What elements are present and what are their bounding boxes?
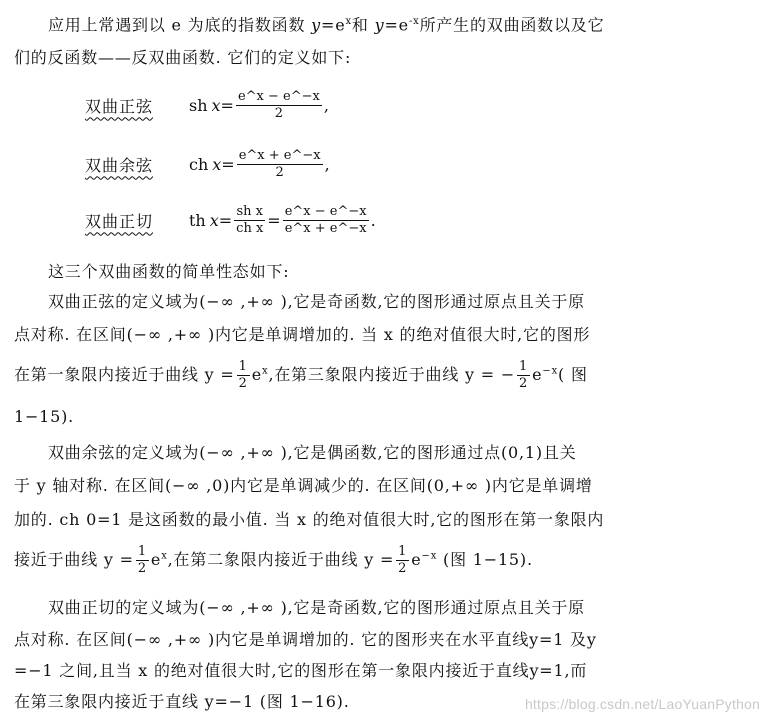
section-heading: 这三个双曲函数的简单性态如下: bbox=[48, 262, 290, 281]
fraction-cosh: $\frac{e\^{}x + e\^{}-x}{2}$ bbox=[238, 147, 321, 180]
fraction-sinh: $\frac{e\^{}x - e\^{}-x}{2}$ bbox=[237, 88, 320, 121]
cosh-line-2: 于 y 轴对称. 在区间(−∞ ,0)内它是单调减少的. 在区间(0,+∞ )内它是单调增 bbox=[14, 476, 593, 495]
term-cosh: 双曲余弦 bbox=[85, 155, 154, 175]
tanh-line-2: 点对称. 在区间(−∞ ,+∞ )内它是单调增加的. 它的图形夹在水平直线y=1 及y bbox=[14, 630, 597, 649]
cosh-line-3: 加的. ch 0=1 是这函数的最小值. 当 x 的绝对值很大时,它的图形在第一象限内 bbox=[14, 510, 605, 529]
sinh-line-1: 双曲正弦的定义域为(−∞ ,+∞ ),它是奇函数,它的图形通过原点且关于原 bbox=[48, 292, 585, 311]
tanh-line-1: 双曲正切的定义域为(−∞ ,+∞ ),它是奇函数,它的图形通过原点且关于原 bbox=[48, 598, 585, 617]
cosh-line-1: 双曲余弦的定义域为(−∞ ,+∞ ),它是偶函数,它的图形通过点(0,1)且关 bbox=[48, 443, 577, 462]
sinh-line-3: 在第一象限内接近于曲线 y = $\frac{1}{2}$ $e^x$,在第三象限内接近于曲线 y = − $\frac{1}{2}$ $e^{-x}$( 图 bbox=[14, 359, 588, 391]
term-sinh: 双曲正弦 bbox=[85, 96, 154, 116]
sinh-line-4: 1−15). bbox=[14, 407, 75, 426]
term-tanh: 双曲正切 bbox=[85, 211, 154, 231]
definition-cosh: 双曲余弦 ch x = $\frac{e\^{}x + e\^{}-x}{2}$ , bbox=[85, 147, 330, 180]
tanh-line-3: =−1 之间,且当 x 的绝对值很大时,它的图形在第一象限内接近于直线y=1,而 bbox=[14, 661, 588, 680]
definition-tanh: 双曲正切 th x = $\frac{\text{sh x}}{\text{ch x}}$ = $\frac{e\^{}x - e\^{}-x}{e\^{}x + e\^{}-x}$ . bbox=[85, 203, 376, 236]
tanh-line-4: 在第三象限内接近于直线 y=−1 (图 1−16). bbox=[14, 692, 350, 711]
definition-sinh: 双曲正弦 sh x = $\frac{e\^{}x - e\^{}-x}{2}$ , bbox=[85, 88, 329, 121]
intro-line-2: 们的反函数——反双曲函数. 它们的定义如下: bbox=[14, 48, 352, 67]
watermark: https://blog.csdn.net/LaoYuanPython bbox=[524, 696, 760, 712]
cosh-line-4: 接近于曲线 y = $\frac{1}{2}$ $e^x$,在第二象限内接近于曲线 y = $\frac{1}{2}$ $e^{-x}$ (图 1−15). bbox=[14, 544, 533, 576]
fraction-tanh-2: $\frac{e\^{}x - e\^{}-x}{e\^{}x + e\^{}-x}$ bbox=[284, 203, 367, 236]
sinh-line-2: 点对称. 在区间(−∞ ,+∞ )内它是单调增加的. 当 x 的绝对值很大时,它的图形 bbox=[14, 325, 591, 344]
intro-line-1: 应用上常遇到以 e 为底的指数函数 $y=e^x$和 $y=e^{-x}$所产生的双曲函数以及它 bbox=[48, 15, 605, 35]
fraction-tanh-1: $\frac{\text{sh x}}{\text{ch x}}$ bbox=[236, 203, 264, 236]
